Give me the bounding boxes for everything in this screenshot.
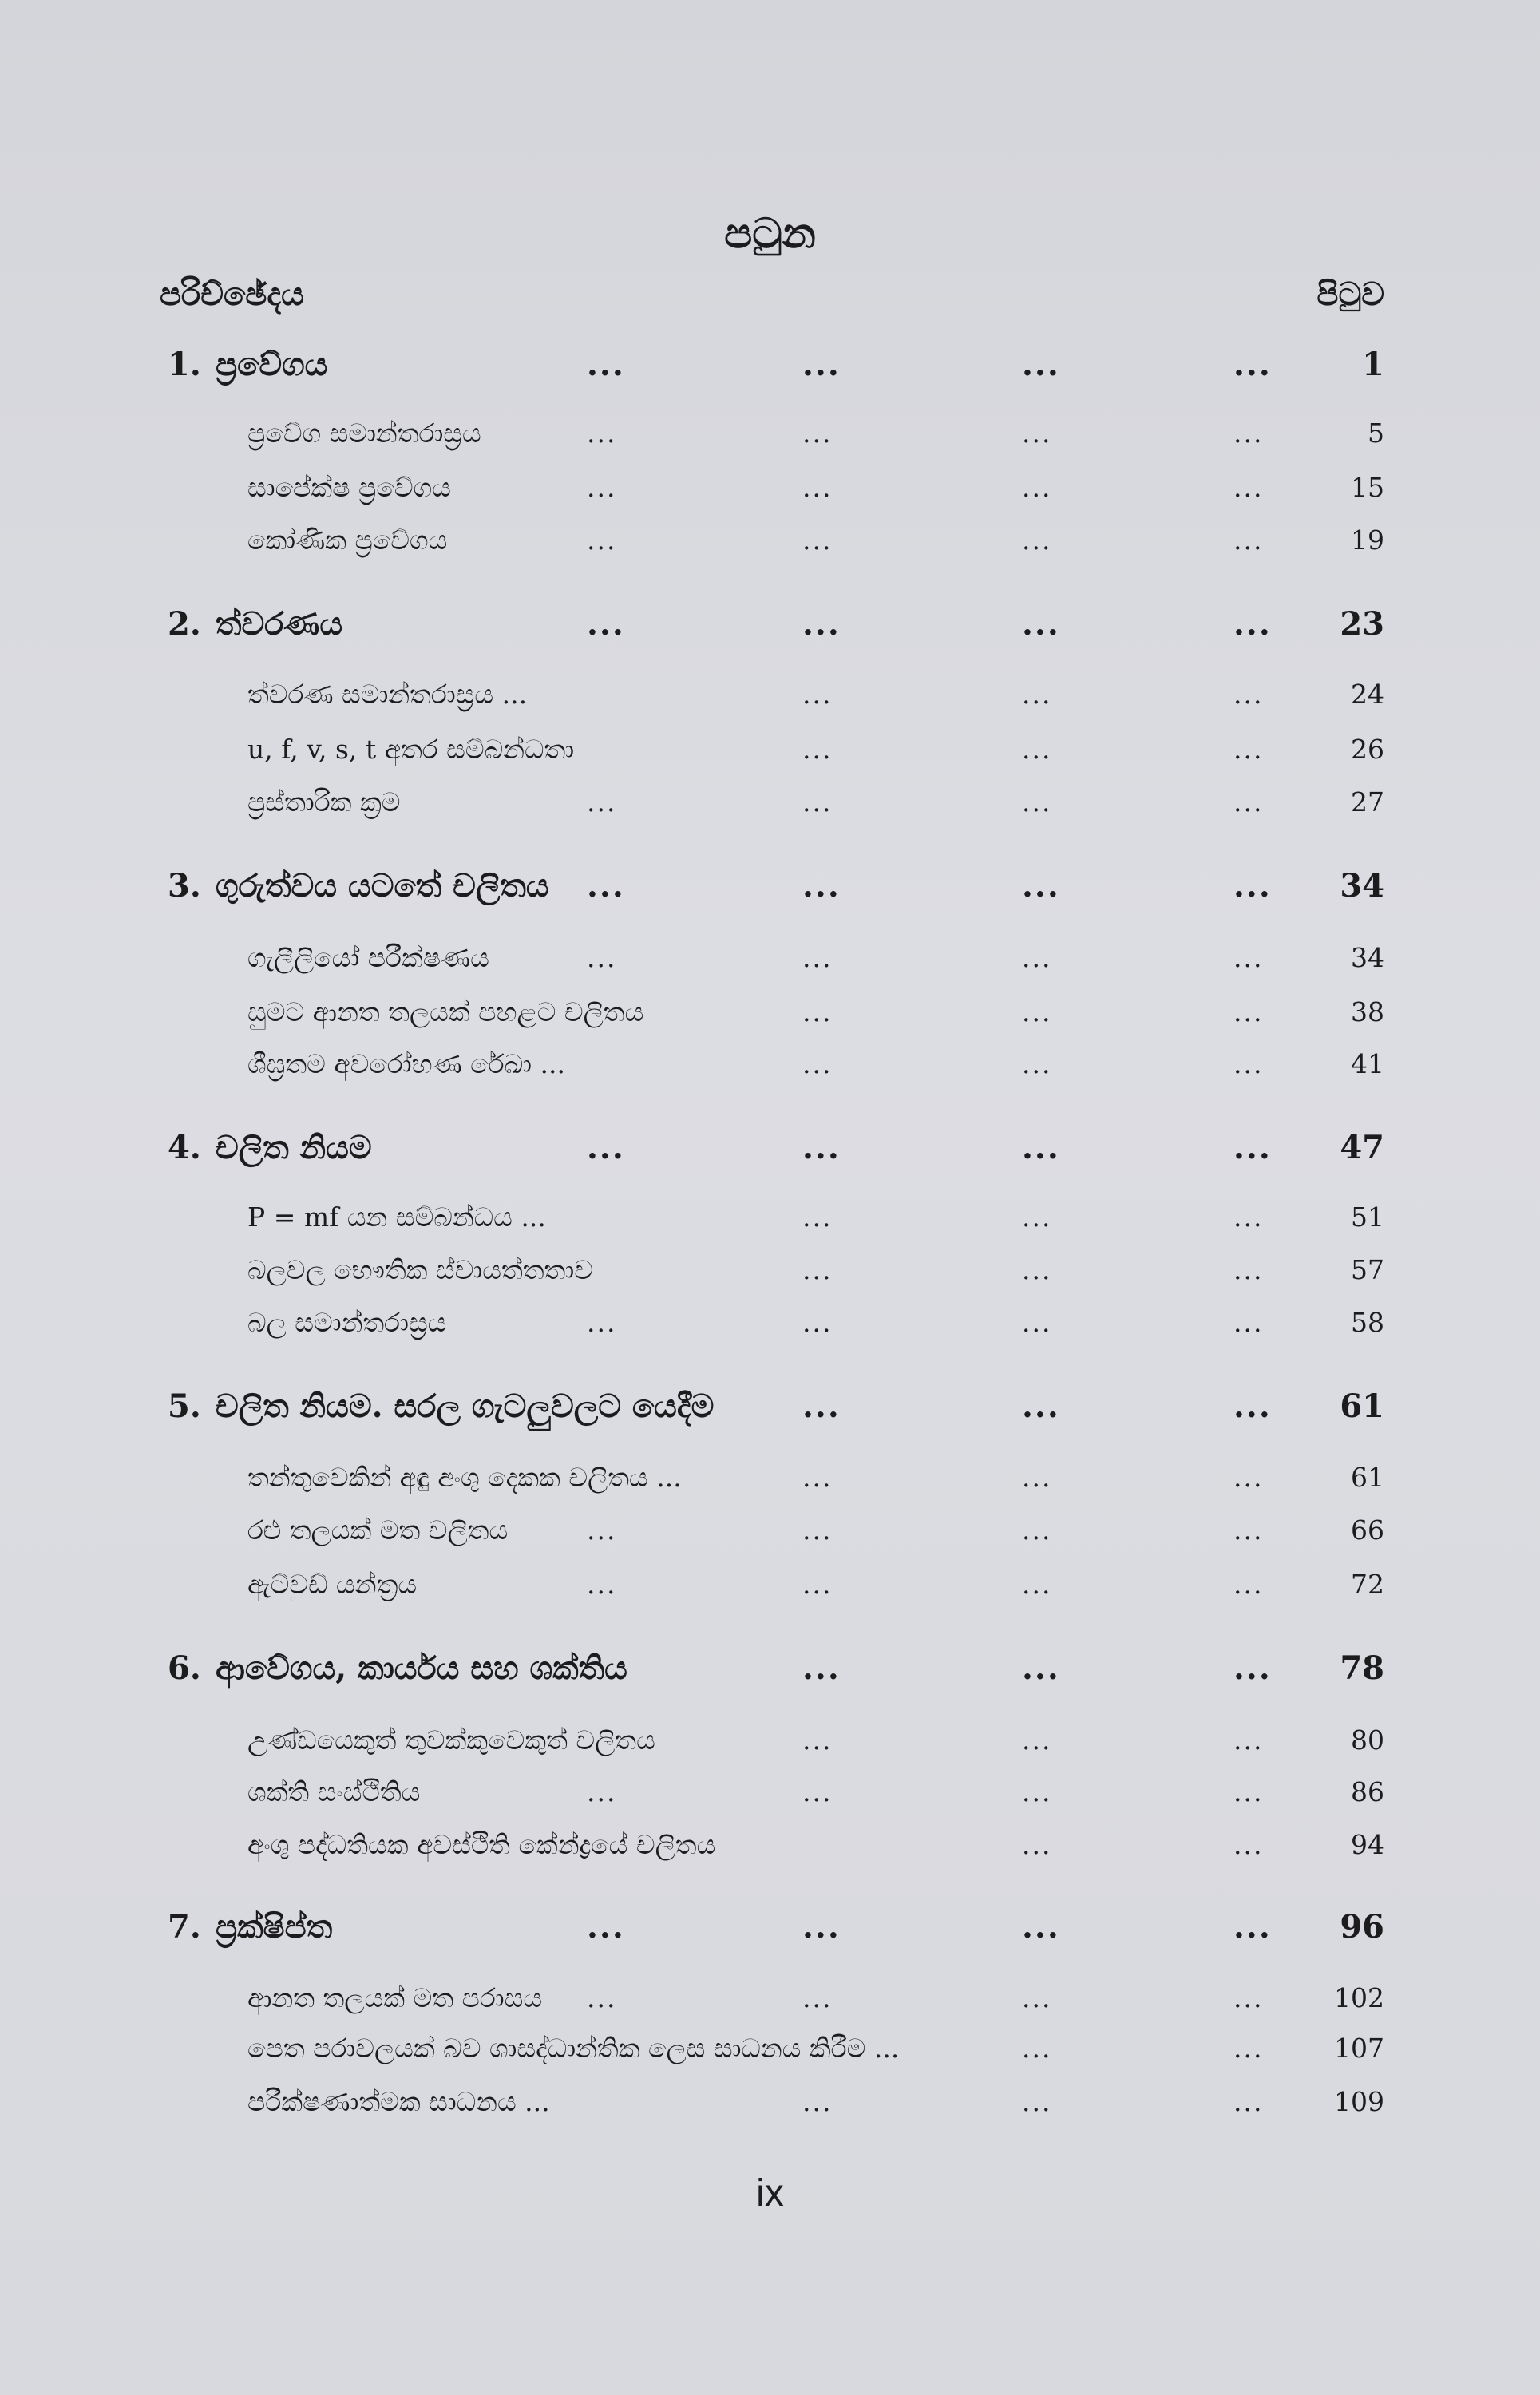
leader-dots: ... xyxy=(802,1388,841,1425)
leader-dots: ... xyxy=(1233,1048,1264,1079)
section-title: පරීක්ෂණාත්මක සාධනය ... xyxy=(247,2086,550,2117)
toc-chapter-row xyxy=(0,604,1540,644)
toc-chapter-row xyxy=(0,866,1540,906)
leader-dots: ... xyxy=(1022,996,1052,1027)
section-title: P = mf යන සම්බන්ධය ... xyxy=(247,1201,546,1233)
page-reference: 26 xyxy=(1351,734,1384,765)
chapter-title: චලිත නියම xyxy=(216,1129,372,1166)
section-title: තන්තුවෙකින් අඳු අංශු දෙකක චලිතය ... xyxy=(247,1462,682,1493)
leader-dots: ... xyxy=(1233,942,1264,973)
leader-dots: ... xyxy=(802,346,841,383)
leader-dots: ... xyxy=(802,525,833,556)
page-reference: 107 xyxy=(1334,2033,1384,2064)
leader-dots: ... xyxy=(587,605,625,643)
leader-dots: ... xyxy=(1233,734,1264,765)
leader-dots: ... xyxy=(802,2086,833,2117)
page-reference: 78 xyxy=(1340,1649,1384,1687)
chapter-title: ප්‍රක්ෂිප්ත xyxy=(216,1908,333,1946)
leader-dots: ... xyxy=(587,418,617,449)
chapter-title: ආවේගය, කාර්යය සහ ශක්තිය xyxy=(216,1649,627,1687)
toc-section-row xyxy=(0,2082,1540,2122)
leader-dots: ... xyxy=(587,1982,617,2013)
toc-section-row xyxy=(0,675,1540,715)
section-title: ප්‍රවේග සමාන්තරාස්‍රය xyxy=(247,418,481,449)
leader-dots: ... xyxy=(1233,1462,1264,1493)
leader-dots: ... xyxy=(587,1307,617,1338)
leader-dots: ... xyxy=(802,1569,833,1600)
leader-dots: ... xyxy=(1022,525,1052,556)
toc-chapter-row xyxy=(0,1387,1540,1427)
toc-section-row xyxy=(0,414,1540,453)
toc-section-row xyxy=(0,1458,1540,1498)
leader-dots: ... xyxy=(1233,605,1272,643)
leader-dots: ... xyxy=(1233,1829,1264,1860)
leader-dots: ... xyxy=(1233,525,1264,556)
leader-dots: ... xyxy=(1233,1569,1264,1600)
leader-dots: ... xyxy=(1233,472,1264,503)
leader-dots: ... xyxy=(802,1776,833,1807)
leader-dots: ... xyxy=(802,1908,841,1946)
leader-dots: ... xyxy=(1233,867,1272,905)
leader-dots: ... xyxy=(587,1908,625,1946)
leader-dots: ... xyxy=(587,1776,617,1807)
section-title: කෝණික ප්‍රවේගය xyxy=(247,525,448,556)
toc-section-row xyxy=(0,1772,1540,1812)
leader-dots: ... xyxy=(1233,1307,1264,1338)
leader-dots: ... xyxy=(802,1254,833,1285)
section-title: ආනත තලයක් මත පරාසය xyxy=(247,1982,543,2013)
chapter-number: 7. xyxy=(168,1908,201,1946)
page-reference: 58 xyxy=(1351,1307,1384,1338)
leader-dots: ... xyxy=(1022,1569,1052,1600)
section-title: අංශු පද්ධතියක අවස්ථිති කේන්ද්‍රයේ චලිතය xyxy=(247,1829,716,1860)
leader-dots: ... xyxy=(1022,1829,1052,1860)
leader-dots: ... xyxy=(1233,346,1272,383)
page-reference: 15 xyxy=(1351,472,1384,503)
section-title: බල සමාන්තරාස්‍රය xyxy=(247,1307,447,1338)
page-reference: 5 xyxy=(1368,418,1384,449)
leader-dots: ... xyxy=(1022,1514,1052,1546)
page-reference: 57 xyxy=(1351,1254,1384,1285)
leader-dots: ... xyxy=(1233,1982,1264,2013)
chapter-column-header: පරිච්ඡේදය xyxy=(160,275,304,313)
toc-section-row xyxy=(0,1044,1540,1084)
section-title: බලවල භෞතික ස්වායත්තතාව xyxy=(247,1254,593,1285)
section-title: ගැලීලියෝ පරීක්ෂණය xyxy=(247,942,489,973)
leader-dots: ... xyxy=(1022,1724,1052,1756)
section-title: ප්‍රස්තාරික ක්‍රම xyxy=(247,786,401,817)
leader-dots: ... xyxy=(1022,786,1052,817)
leader-dots: ... xyxy=(802,786,833,817)
page-reference: 34 xyxy=(1340,867,1384,905)
leader-dots: ... xyxy=(1022,1254,1052,1285)
leader-dots: ... xyxy=(802,1462,833,1493)
page-reference: 66 xyxy=(1351,1514,1384,1546)
leader-dots: ... xyxy=(1233,1201,1264,1233)
section-title: උණ්ඩයෙකුත් තුවක්කුවෙකුත් චලිතය xyxy=(247,1724,655,1756)
leader-dots: ... xyxy=(587,786,617,817)
toc-section-row xyxy=(0,1250,1540,1290)
toc-section-row xyxy=(0,2029,1540,2068)
leader-dots: ... xyxy=(802,996,833,1027)
toc-section-row xyxy=(0,782,1540,822)
section-title: පෙත පරාවලයක් බව ශාසද්ධාන්තික ලෙස සාධනය කිරීම ... xyxy=(247,2033,900,2064)
leader-dots: ... xyxy=(587,472,617,503)
leader-dots: ... xyxy=(1022,1982,1052,2013)
page-reference: 61 xyxy=(1351,1462,1384,1493)
chapter-number: 4. xyxy=(168,1129,201,1166)
page-reference: 102 xyxy=(1334,1982,1384,2013)
leader-dots: ... xyxy=(1233,1649,1272,1687)
toc-section-row xyxy=(0,1565,1540,1605)
page-reference: 96 xyxy=(1340,1908,1384,1946)
leader-dots: ... xyxy=(802,1201,833,1233)
leader-dots: ... xyxy=(802,1514,833,1546)
leader-dots: ... xyxy=(1022,734,1052,765)
toc-section-row xyxy=(0,1303,1540,1343)
leader-dots: ... xyxy=(587,1514,617,1546)
leader-dots: ... xyxy=(587,525,617,556)
leader-dots: ... xyxy=(1022,1307,1052,1338)
leader-dots: ... xyxy=(1233,1776,1264,1807)
leader-dots: ... xyxy=(802,867,841,905)
page-reference: 38 xyxy=(1351,996,1384,1027)
leader-dots: ... xyxy=(1233,2086,1264,2117)
page-reference: 86 xyxy=(1351,1776,1384,1807)
page-reference: 109 xyxy=(1334,2086,1384,2117)
leader-dots: ... xyxy=(1022,1388,1060,1425)
chapter-number: 5. xyxy=(168,1388,201,1425)
leader-dots: ... xyxy=(1233,1724,1264,1756)
leader-dots: ... xyxy=(1022,1048,1052,1079)
page-reference: 72 xyxy=(1351,1569,1384,1600)
toc-section-row xyxy=(0,1510,1540,1550)
leader-dots: ... xyxy=(802,1129,841,1166)
page-reference: 19 xyxy=(1351,525,1384,556)
page-title: පටුන xyxy=(724,209,816,258)
leader-dots: ... xyxy=(802,472,833,503)
leader-dots: ... xyxy=(802,679,833,710)
page-reference: 80 xyxy=(1351,1724,1384,1756)
leader-dots: ... xyxy=(1233,1388,1272,1425)
toc-section-row xyxy=(0,468,1540,508)
leader-dots: ... xyxy=(1233,1908,1272,1946)
chapter-title: ගුරුත්වය යටතේ චලිතය xyxy=(216,867,549,905)
leader-dots: ... xyxy=(1233,1254,1264,1285)
chapter-title: චලිත නියම. සරල ගැටලුවලට යෙදීම xyxy=(216,1388,715,1425)
page-column-header: පිටුව xyxy=(1316,275,1384,313)
section-title: ඇට්වුඩ් යන්ත්‍රය xyxy=(247,1569,418,1600)
leader-dots: ... xyxy=(802,1048,833,1079)
section-title: සාපේක්ෂ ප්‍රවේගය xyxy=(247,472,451,503)
page-reference: 34 xyxy=(1351,942,1384,973)
leader-dots: ... xyxy=(802,734,833,765)
leader-dots: ... xyxy=(1233,1514,1264,1546)
leader-dots: ... xyxy=(1233,679,1264,710)
leader-dots: ... xyxy=(1022,605,1060,643)
toc-section-row xyxy=(0,521,1540,560)
page-reference: 47 xyxy=(1340,1129,1384,1166)
toc-section-row xyxy=(0,1720,1540,1760)
section-title: ශීඝ්‍රතම අවරෝහණ රේඛා ... xyxy=(247,1048,565,1079)
leader-dots: ... xyxy=(1022,679,1052,710)
leader-dots: ... xyxy=(587,942,617,973)
page-number: ix xyxy=(756,2172,784,2215)
leader-dots: ... xyxy=(802,1724,833,1756)
toc-section-row xyxy=(0,1978,1540,2018)
toc-chapter-row xyxy=(0,1907,1540,1947)
leader-dots: ... xyxy=(587,346,625,383)
chapter-number: 3. xyxy=(168,867,201,905)
page-reference: 51 xyxy=(1351,1201,1384,1233)
section-title: ශක්ති සංස්ථිතිය xyxy=(247,1776,421,1807)
section-title: සුමට ආනත තලයක් පහළට චලිතය xyxy=(247,996,644,1027)
leader-dots: ... xyxy=(1022,2086,1052,2117)
toc-chapter-row xyxy=(0,1649,1540,1688)
leader-dots: ... xyxy=(802,605,841,643)
toc-chapter-row xyxy=(0,1128,1540,1168)
leader-dots: ... xyxy=(802,1982,833,2013)
toc-section-row xyxy=(0,938,1540,978)
toc-section-row xyxy=(0,992,1540,1032)
leader-dots: ... xyxy=(1022,1776,1052,1807)
leader-dots: ... xyxy=(587,1129,625,1166)
chapter-number: 6. xyxy=(168,1649,201,1687)
leader-dots: ... xyxy=(587,1569,617,1600)
leader-dots: ... xyxy=(802,418,833,449)
toc-section-row xyxy=(0,1825,1540,1865)
page-reference: 24 xyxy=(1351,679,1384,710)
page-reference: 94 xyxy=(1351,1829,1384,1860)
leader-dots: ... xyxy=(802,1649,841,1687)
toc-section-row xyxy=(0,1198,1540,1237)
chapter-number: 2. xyxy=(168,605,201,643)
leader-dots: ... xyxy=(802,1307,833,1338)
page-reference: 61 xyxy=(1340,1388,1384,1425)
toc-chapter-row xyxy=(0,345,1540,385)
leader-dots: ... xyxy=(1022,418,1052,449)
leader-dots: ... xyxy=(1233,2033,1264,2064)
leader-dots: ... xyxy=(1022,1201,1052,1233)
leader-dots: ... xyxy=(1022,2033,1052,2064)
leader-dots: ... xyxy=(1022,1649,1060,1687)
section-title: ත්වරණ සමාන්තරාස්‍රය ... xyxy=(247,679,528,710)
leader-dots: ... xyxy=(1022,1462,1052,1493)
leader-dots: ... xyxy=(1022,1908,1060,1946)
leader-dots: ... xyxy=(1233,1129,1272,1166)
leader-dots: ... xyxy=(1022,1129,1060,1166)
leader-dots: ... xyxy=(587,867,625,905)
section-title: රළු තලයක් මත චලිතය xyxy=(247,1514,509,1546)
chapter-title: ප්‍රවේගය xyxy=(216,346,328,383)
leader-dots: ... xyxy=(1233,418,1264,449)
chapter-title: ත්වරණය xyxy=(216,605,343,643)
leader-dots: ... xyxy=(1022,472,1052,503)
section-title: u, f, v, s, t අතර සම්බන්ධතා xyxy=(247,734,575,765)
leader-dots: ... xyxy=(1233,996,1264,1027)
chapter-number: 1. xyxy=(168,346,201,383)
page-reference: 27 xyxy=(1351,786,1384,817)
leader-dots: ... xyxy=(1022,346,1060,383)
leader-dots: ... xyxy=(1022,942,1052,973)
page-reference: 1 xyxy=(1362,346,1384,383)
leader-dots: ... xyxy=(802,942,833,973)
page-reference: 23 xyxy=(1340,605,1384,643)
leader-dots: ... xyxy=(1022,867,1060,905)
leader-dots: ... xyxy=(1233,786,1264,817)
page-reference: 41 xyxy=(1351,1048,1384,1079)
toc-section-row xyxy=(0,730,1540,770)
